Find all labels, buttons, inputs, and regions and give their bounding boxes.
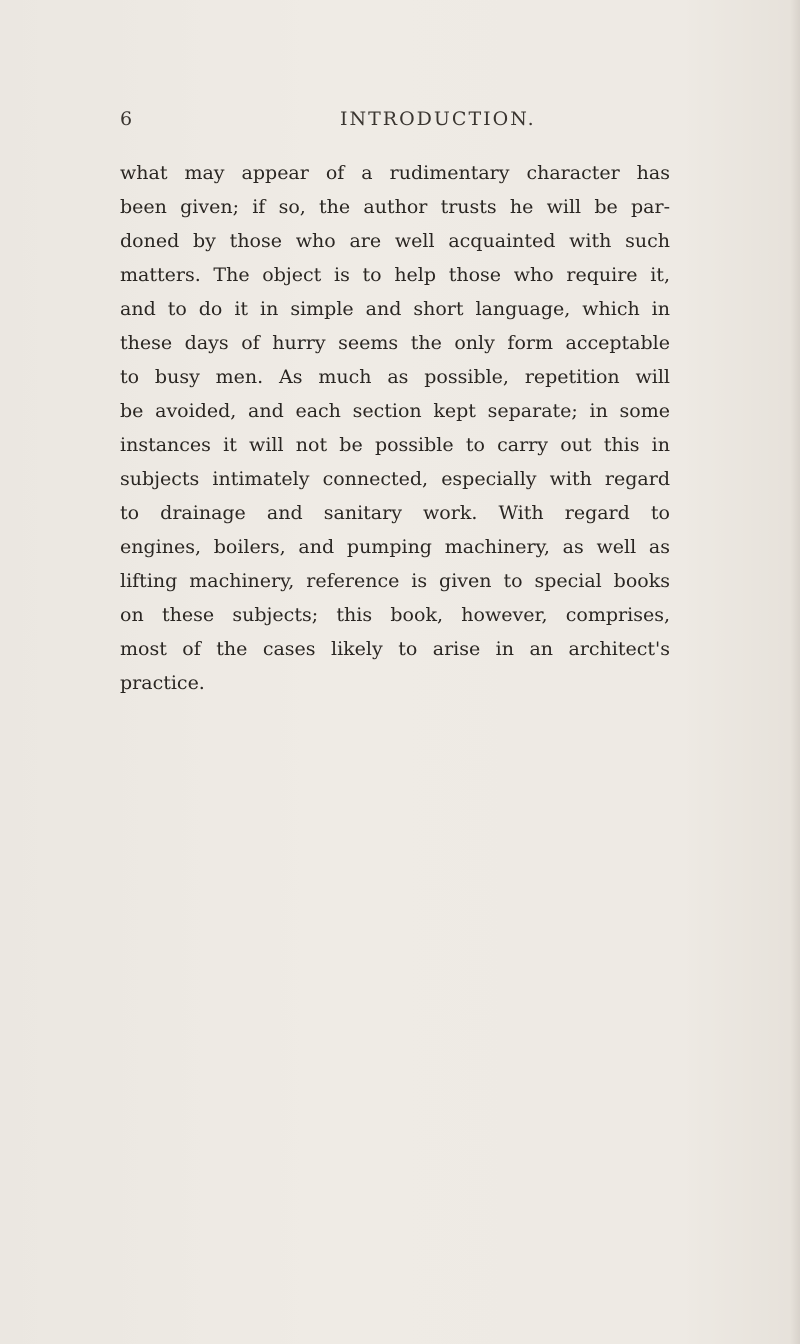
text-line: these days of hurry seems the only form acceptable bbox=[120, 332, 670, 354]
page-edge-shadow bbox=[790, 0, 800, 1344]
page-number: 6 bbox=[120, 108, 134, 130]
text-line: on these subjects; this book, however, comprises, bbox=[120, 604, 670, 626]
text-line: to drainage and sanitary work. With regard to bbox=[120, 502, 670, 524]
text-line: instances it will not be possible to carry out this in bbox=[120, 434, 670, 456]
running-head bbox=[120, 108, 640, 138]
running-title: INTRODUCTION. bbox=[340, 108, 536, 130]
text-line: been given; if so, the author trusts he will be par- bbox=[120, 196, 670, 218]
text-line: matters. The object is to help those who require it, bbox=[120, 264, 670, 286]
text-line: practice. bbox=[120, 672, 205, 694]
text-line: lifting machinery, reference is given to special books bbox=[120, 570, 670, 592]
text-line: most of the cases likely to arise in an architect's bbox=[120, 638, 670, 660]
text-line: subjects intimately connected, especially with regard bbox=[120, 468, 670, 490]
text-line: engines, boilers, and pumping machinery, as well as bbox=[120, 536, 670, 558]
text-line: what may appear of a rudimentary character has bbox=[120, 162, 670, 184]
text-line: to busy men. As much as possible, repetition will bbox=[120, 366, 670, 388]
text-line: doned by those who are well acquainted with such bbox=[120, 230, 670, 252]
body-paragraph bbox=[120, 156, 670, 700]
text-line: be avoided, and each section kept separate; in some bbox=[120, 400, 670, 422]
text-line: and to do it in simple and short language, which in bbox=[120, 298, 670, 320]
